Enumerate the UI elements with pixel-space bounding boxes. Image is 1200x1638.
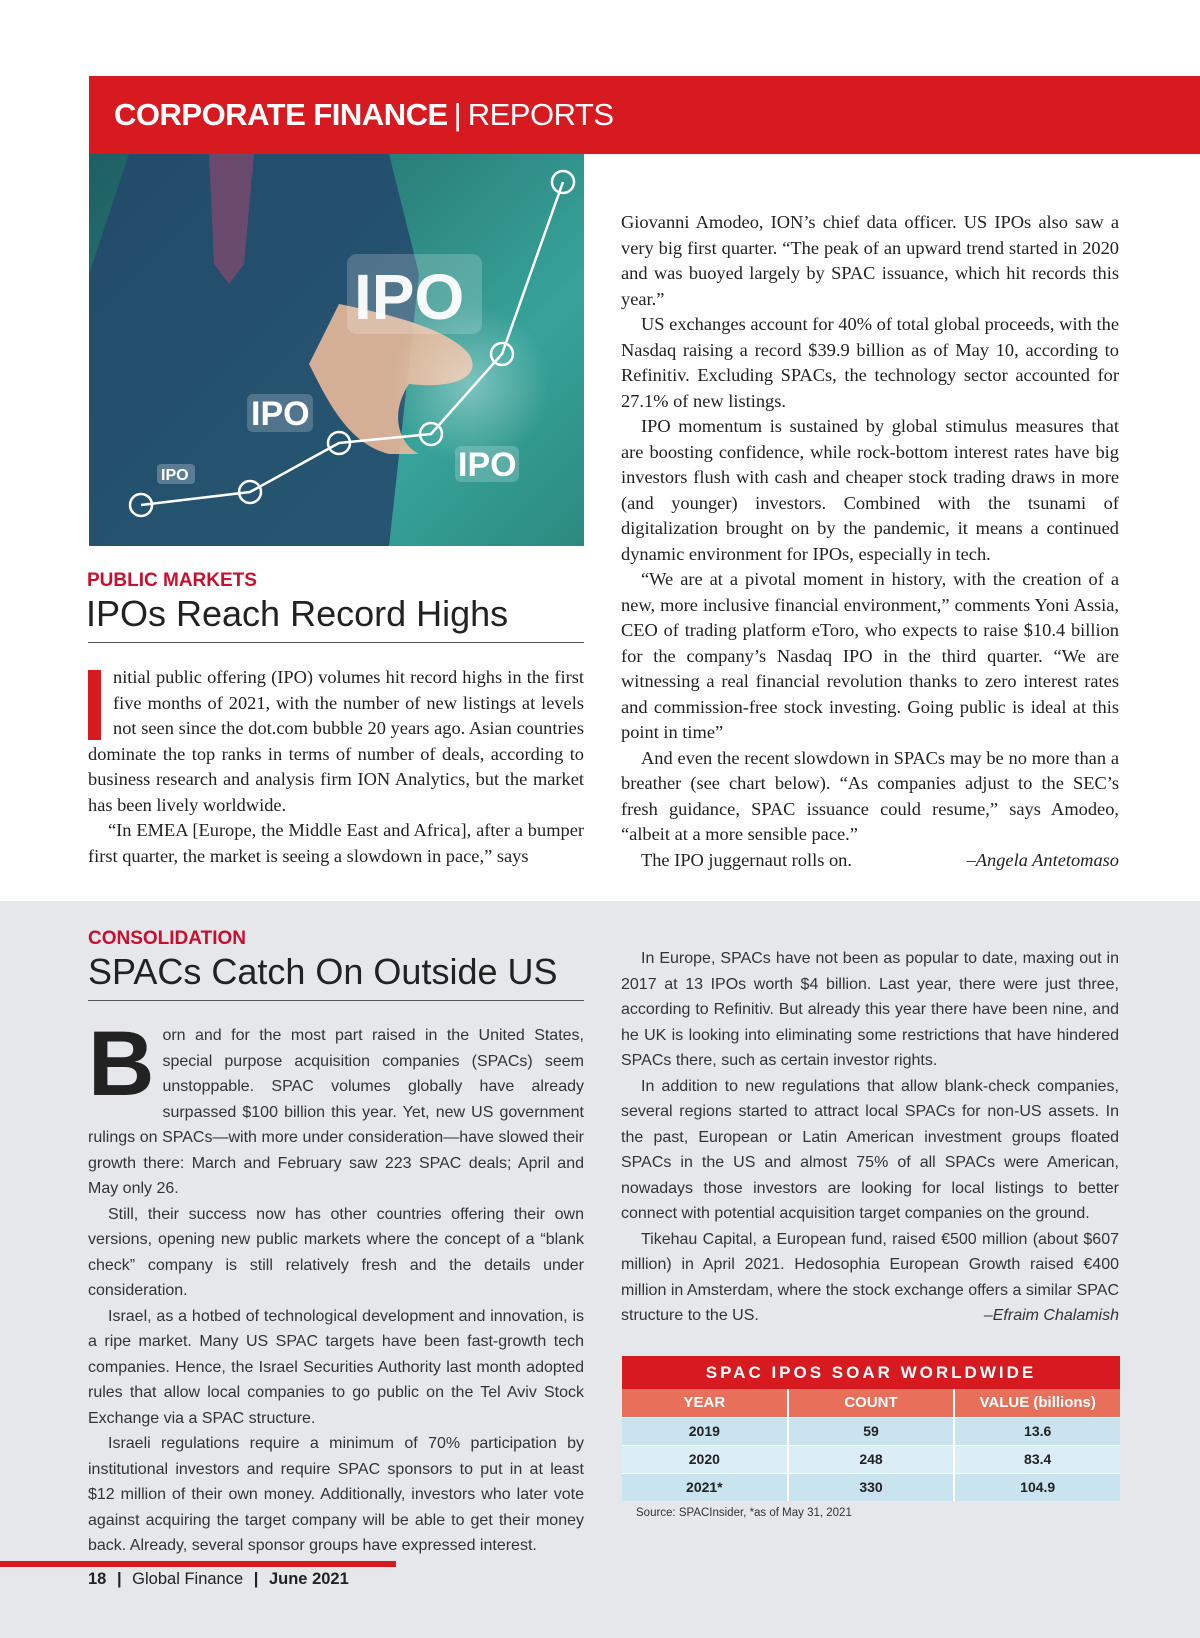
table-header-row <box>622 1389 1120 1417</box>
table-cell: 13.6 <box>955 1417 1120 1445</box>
table-cell: 104.9 <box>955 1473 1120 1501</box>
article1-lead-paragraph <box>88 665 584 818</box>
article1-paragraph: “In EMEA [Europe, the Middle East and Africa], after a bumper first quarter, the market is seeing a slowdown in pace,” says <box>88 820 584 866</box>
publication-name: Global Finance <box>132 1570 244 1588</box>
table-source-note: Source: SPACInsider, *as of May 31, 2021 <box>636 1507 852 1519</box>
article2-left-column <box>88 1013 584 1559</box>
spac-ipo-table <box>622 1356 1120 1519</box>
header-separator: | <box>453 97 462 132</box>
article2-lead-paragraph <box>88 1013 584 1202</box>
table-row <box>622 1473 1120 1501</box>
page-footer <box>88 1570 349 1589</box>
article2-paragraph: Israel, as a hotbed of technological development and innovation, is a ripe market. Many US SPAC targets have been fast-growth tech companies. Hence, the Israel Securities Authority last month adopted rules that allow local companies to go public on the Tel Aviv Stock Exchange via a SPAC structure. <box>88 1307 584 1427</box>
issue-date: June 2021 <box>268 1570 349 1588</box>
table-cell: 2020 <box>622 1445 789 1473</box>
article2-closing-text: Tikehau Capital, a European fund, raised €500 million (about $607 million) in April 2021. Hedosophia European Growth raised €400 million in Amsterdam, where the stock exchange offers a similar SPAC structure to the US. <box>621 1230 1119 1324</box>
article1-title: IPOs Reach Record Highs <box>86 593 509 634</box>
article1-paragraph: Giovanni Amodeo, ION’s chief data officer. US IPOs also saw a very big first quarter. “The peak of an upward trend started in 2020 and was buoyed largely by SPAC issuance, which hit records this year.” <box>621 212 1119 309</box>
section-name: CORPORATE FINANCE <box>114 97 448 132</box>
article2-byline: –Efraim Chalamish <box>983 1307 1119 1324</box>
footer-rule <box>0 1561 396 1567</box>
column-header: VALUE (billions) <box>955 1389 1120 1417</box>
table-cell: 2019 <box>622 1417 789 1445</box>
ipo-label-small: IPO <box>161 467 189 484</box>
article2-title: SPACs Catch On Outside US <box>88 951 558 992</box>
dropcap-letter: B <box>88 1013 155 1115</box>
column-header: YEAR <box>622 1389 789 1417</box>
red-dropcap-bar <box>88 670 101 740</box>
ipo-label-medium: IPO <box>251 395 310 433</box>
ipo-label-medium: IPO <box>458 446 517 484</box>
column-header: COUNT <box>789 1389 956 1417</box>
ipo-chart-illustration <box>89 154 584 546</box>
article1-left-column <box>88 665 584 869</box>
footer-separator: | <box>253 1570 259 1588</box>
article1-right-column <box>621 210 1119 873</box>
article1-closing-paragraph <box>621 848 1119 874</box>
article2-lead-text: orn and for the most part raised in the United States, special purpose acquisition companies (SPACs) seem unstoppable. SPAC volumes globally have already surpassed $100 billion this year. Yet, new US government rulings on SPACs—with more under consideration—have slowed their growth there: March and February saw 223 SPAC deals; April and May only 26. <box>88 1027 584 1197</box>
article2-closing-paragraph <box>621 1227 1119 1329</box>
hero-image <box>89 154 584 546</box>
footer-separator: | <box>116 1570 122 1588</box>
table-cell: 2021* <box>622 1473 789 1501</box>
table-cell: 83.4 <box>955 1445 1120 1473</box>
article1-lead-text: nitial public offering (IPO) volumes hit record highs in the first five months of 2021, with the number of new listings at levels not seen since the dot.com bubble 20 years ago. Asian countries dominate the top ranks in terms of number of deals, according to business research and analysis firm ION Analytics, but the market has been lively worldwide. <box>88 667 584 815</box>
article1-closing-text: The IPO juggernaut rolls on. <box>641 849 852 870</box>
article1-paragraph: And even the recent slowdown in SPACs may be no more than a breather (see chart below). “As companies adjust to the SEC’s fresh guidance, SPAC issuance could resume,” says Amodeo, “albeit at a more sensible pace.” <box>621 747 1119 844</box>
article1-paragraph: US exchanges account for 40% of total global proceeds, with the Nasdaq raising a record $39.9 billion as of May 10, according to Refinitiv. Excluding SPACs, the technology sector accounted for 27.1% of new listings. <box>621 314 1119 411</box>
article2-paragraph: Israeli regulations require a minimum of 70% participation by institutional investors and require SPAC sponsors to put in at least $12 million of their own money. Additionally, investors who later vote against acquiring the target company will be able to get their money back. Already, several sponsor groups have expressed interest. <box>88 1435 584 1554</box>
article1-paragraph: IPO momentum is sustained by global stimulus measures that are boosting confidence, while rock-bottom interest rates have big investors flush with cash and cheaper stock trading draws in more (and younger) investors. Combined with the tsunami of digitalization brought on by the pandemic, it means a continued dynamic environment for IPOs, especially in tech. <box>621 416 1119 564</box>
article1-byline: –Angela Antetomaso <box>966 849 1119 870</box>
table-row <box>622 1417 1120 1445</box>
subsection-name: REPORTS <box>467 97 614 132</box>
title-rule <box>88 642 584 643</box>
article2-paragraph: In addition to new regulations that allow blank-check companies, several regions started to attract local SPACs for non-US assets. In the past, European or Latin American investment groups floated SPACs in the US and almost 75% of all SPACs were American, nowadays those investors are looking for local listings to better connect with potential acquisition target companies on the ground. <box>621 1077 1119 1222</box>
article2-paragraph: In Europe, SPACs have not been as popular to date, maxing out in 2017 at 13 IPOs worth $4 billion. Last year, there were just three, according to Refinitiv. But already this year there have been nine, and he UK is looking into eliminating some restrictions that have hindered SPACs there, such as certain investor rights. <box>621 950 1119 1069</box>
ipo-label-large: IPO <box>354 261 465 333</box>
article1-paragraph: “We are at a pivotal moment in history, with the creation of a new, more inclusive financial environment,” comments Yoni Assia, CEO of trading platform eToro, who expects to raise $10.4 billion for the company’s Nasdaq IPO in the third quarter. “We are witnessing a real financial revolution thanks to zero interest rates and commission-free stock investing. Going public is ideal at this point in time” <box>621 569 1119 742</box>
table-cell: 59 <box>789 1417 956 1445</box>
table-title: SPAC IPOS SOAR WORLDWIDE <box>622 1356 1120 1389</box>
article2-kicker: CONSOLIDATION <box>88 928 246 949</box>
table-cell: 330 <box>789 1473 956 1501</box>
article1-kicker: PUBLIC MARKETS <box>87 570 257 591</box>
article2-paragraph: Still, their success now has other countries offering their own versions, opening new public markets where the concept of a “blank check” company is still relatively fresh and the details under consideration. <box>88 1205 584 1299</box>
page-number: 18 <box>88 1570 107 1588</box>
article2-right-column <box>621 946 1119 1329</box>
table-cell: 248 <box>789 1445 956 1473</box>
section-header <box>89 76 1200 154</box>
table-row <box>622 1445 1120 1473</box>
title-rule <box>88 1000 584 1001</box>
